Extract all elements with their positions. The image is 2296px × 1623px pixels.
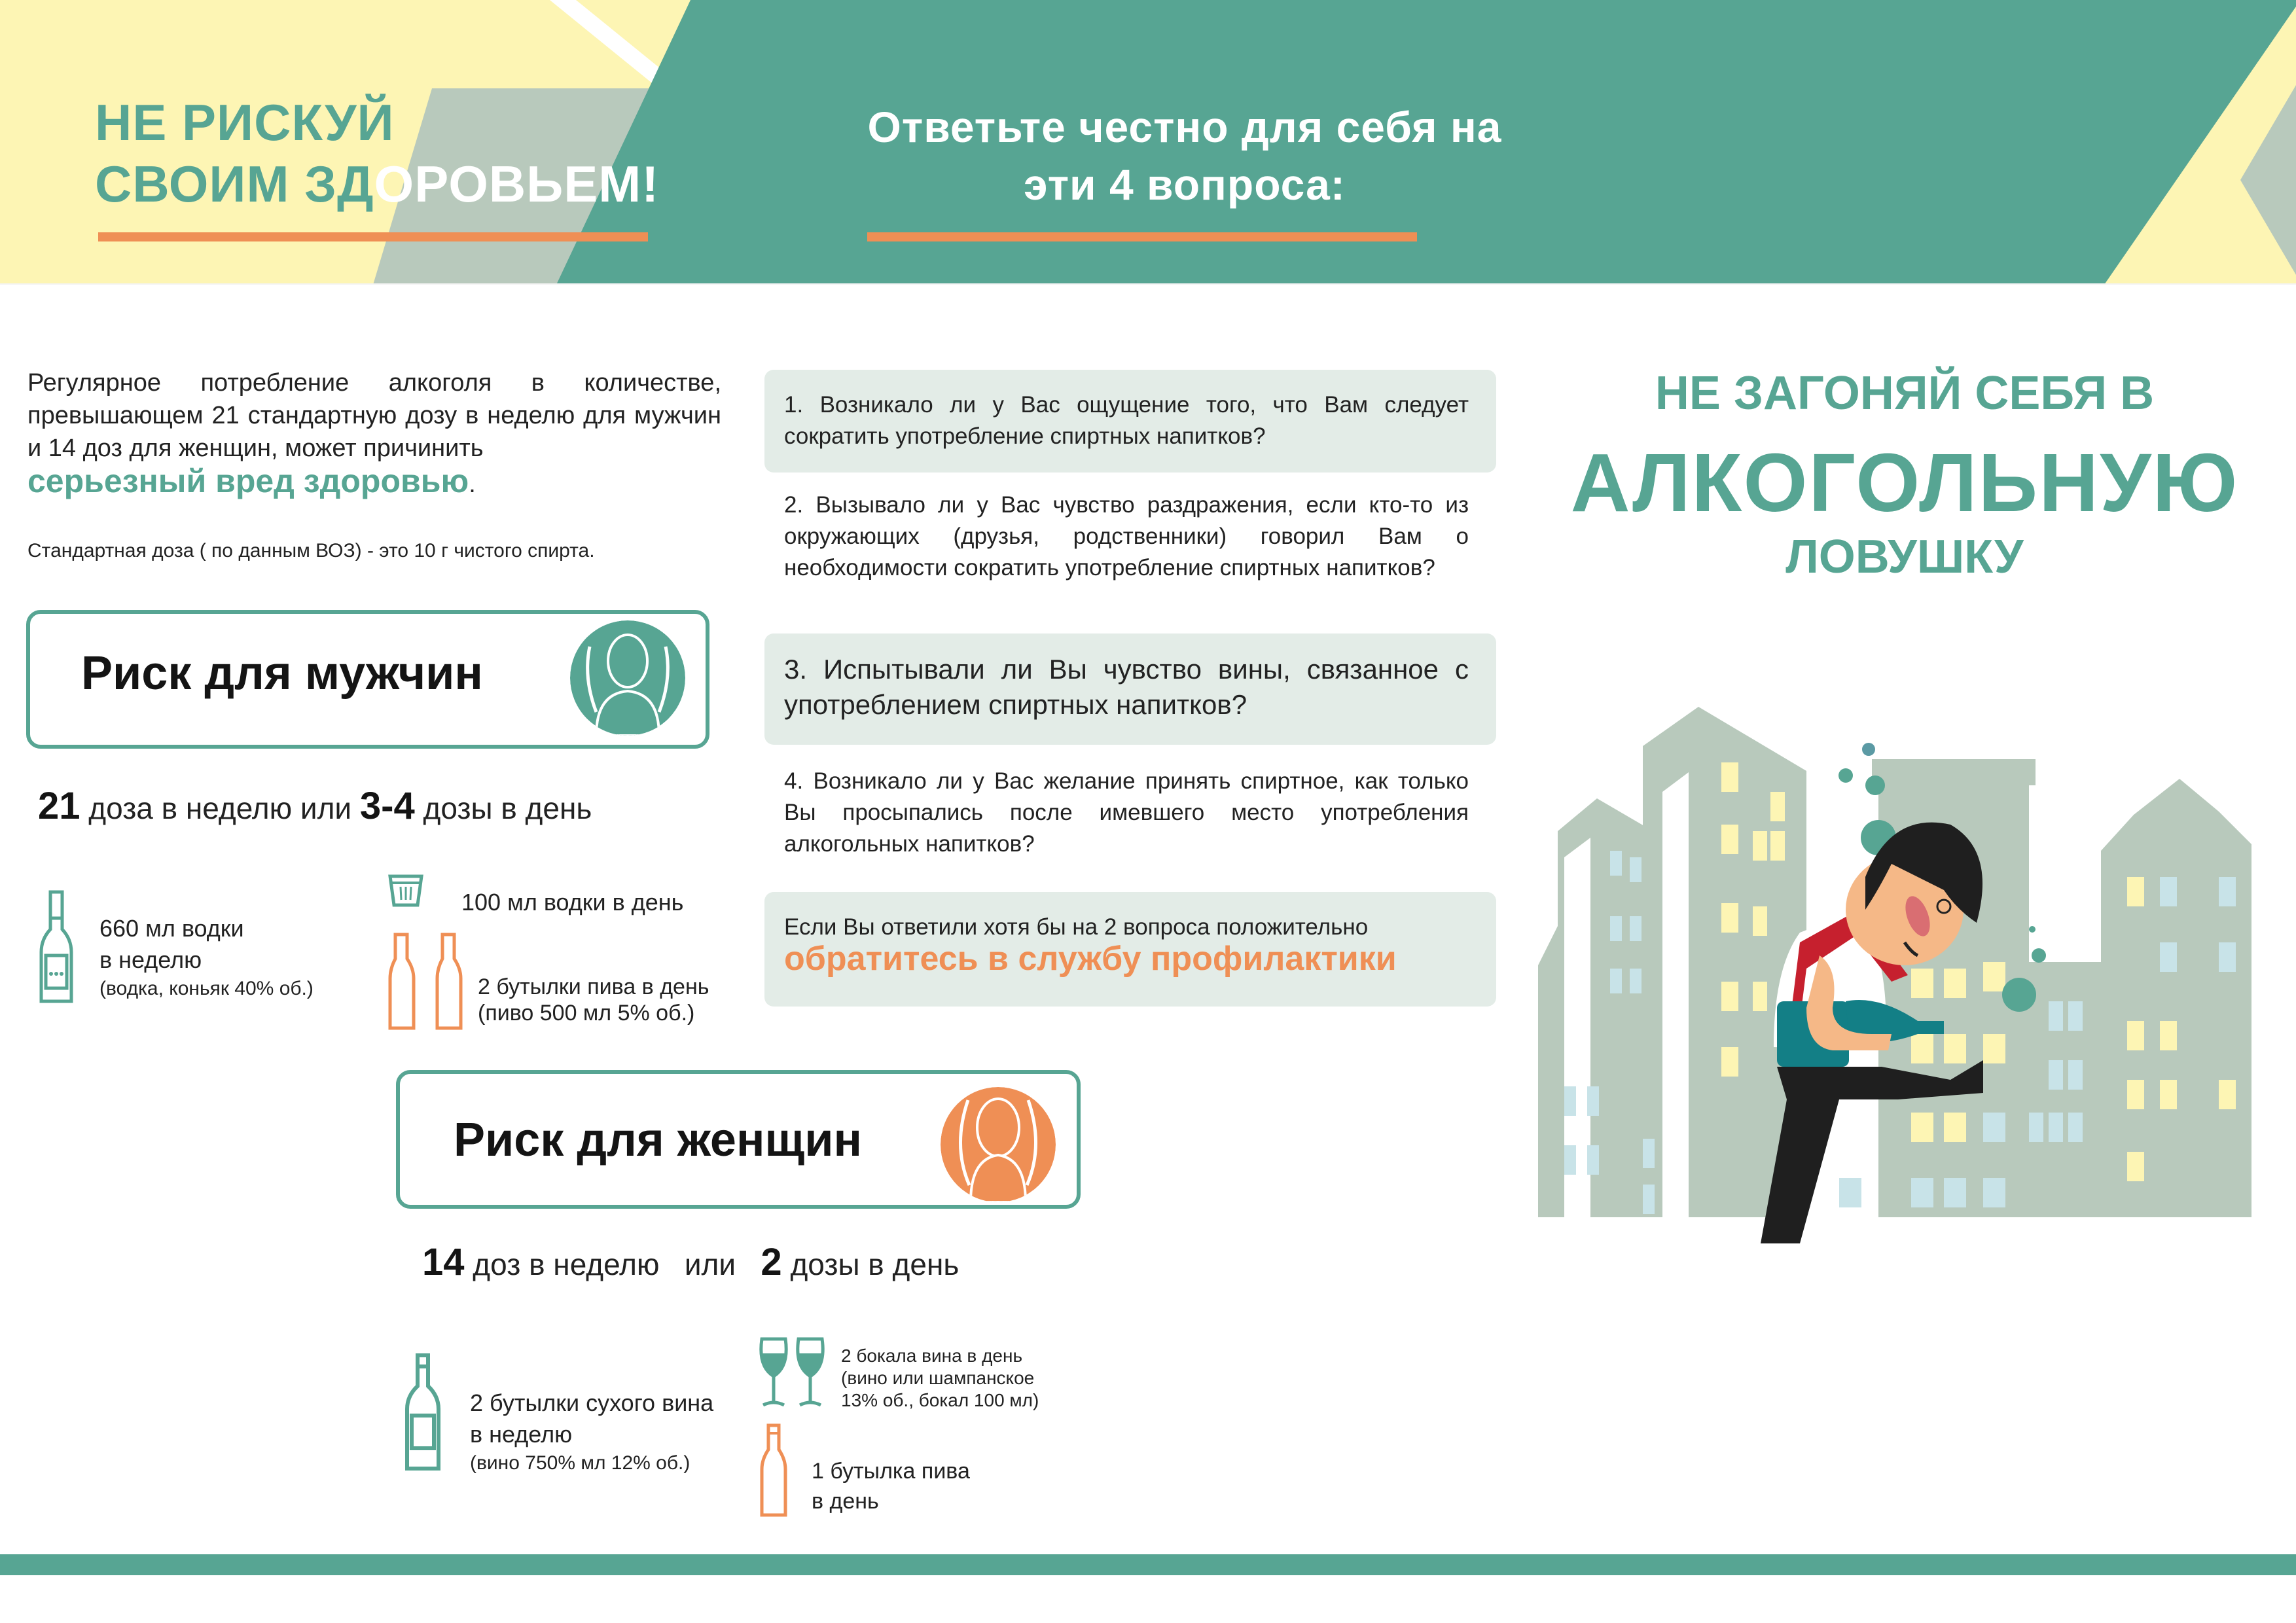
question-3: 3. Испытывали ли Вы чувство вины, связанное с употреблением спиртных напитков? <box>764 633 1496 745</box>
slogan-line-2 <box>95 153 659 215</box>
item-line: 2 бутылки пива в день <box>478 974 709 999</box>
item-line: 2 бокала вина в день <box>841 1346 1023 1366</box>
men-risk-title: Риск для мужчин <box>81 647 483 700</box>
wine-glasses-icon <box>758 1337 830 1409</box>
trap-headline-line-3: ЛОВУШКУ <box>1785 531 2024 583</box>
questions-heading-line-1: Ответьте честно для себя на <box>867 103 1502 151</box>
question-1: 1. Возникало ли у Вас ощущение того, что Вам следует сократить употребление спиртных напитков? <box>764 370 1496 473</box>
questions-heading <box>792 98 1577 213</box>
item-line: в день <box>812 1489 879 1514</box>
intro-end: . <box>469 471 476 498</box>
man-silhouette-icon <box>570 620 685 736</box>
slogan-line-2b: ОРОВЬЕМ! <box>374 155 660 213</box>
standard-dose-note: Стандартная доза ( по данным ВОЗ) - это 10 г чистого спирта. <box>27 540 595 562</box>
women-dose-summary <box>422 1240 959 1284</box>
women-dose-text-a: доз в неделю или <box>464 1247 761 1281</box>
women-risk-box <box>396 1070 1081 1209</box>
trap-headline-line-2: АЛКОГОЛЬНУЮ <box>1570 437 2239 529</box>
women-item-wine-glasses <box>841 1345 1039 1412</box>
trap-headline-line-1: НЕ ЗАГОНЯЙ СЕБЯ В <box>1655 367 2155 419</box>
questions-heading-line-2: эти 4 вопроса: <box>1024 160 1346 209</box>
intro-highlight: серьезный вред здоровью <box>27 463 469 499</box>
cta-panel <box>764 892 1496 1007</box>
item-line: 2 бутылки сухого вина <box>470 1389 714 1416</box>
shot-glass-icon <box>387 874 424 908</box>
women-item-wine-bottle <box>470 1387 713 1476</box>
item-note: (вино 750% мл 12% об.) <box>470 1452 691 1474</box>
men-dose-summary <box>38 784 592 828</box>
drunk-man-city-illustration <box>1525 694 2251 1257</box>
men-dose-text-a: доза в неделю или <box>80 791 360 825</box>
women-weekly-doses: 14 <box>422 1241 465 1283</box>
item-line: (вино или шампанское <box>841 1368 1035 1388</box>
question-4: 4. Возникало ли у Вас желание принять спиртное, как только Вы просыпались после имевшего место употребления алкогольных напитков? <box>784 768 1469 857</box>
item-line: 660 мл водки <box>99 915 244 942</box>
men-dose-text-b: дозы в день <box>414 791 592 825</box>
header-banner <box>0 0 2296 285</box>
men-item-vodka-daily: 100 мл водки в день <box>461 889 684 916</box>
intro-text: Регулярное потребление алкоголя в количестве, превышающем 21 стандартную дозу в неделю для мужчин и 14 доз для женщин, может причинить <box>27 369 721 462</box>
women-item-beer <box>812 1456 970 1516</box>
header-slogan <box>95 92 659 215</box>
women-daily-doses: 2 <box>761 1241 782 1283</box>
item-line: в неделю <box>470 1421 573 1448</box>
slogan-line-2a: СВОИМ ЗД <box>95 155 374 213</box>
intro-paragraph <box>27 366 721 501</box>
item-note: 13% об., бокал 100 мл) <box>841 1390 1039 1410</box>
men-item-vodka-weekly <box>99 913 314 1002</box>
item-note: (водка, коньяк 40% об.) <box>99 978 314 999</box>
men-weekly-doses: 21 <box>38 785 81 827</box>
vodka-bottle-icon <box>39 890 73 1005</box>
item-line: 1 бутылка пива <box>812 1459 970 1484</box>
item-line: в неделю <box>99 946 202 973</box>
slogan-line-1: НЕ РИСКУЙ <box>95 94 395 151</box>
men-item-beer <box>478 974 709 1026</box>
questions-heading-underline <box>867 232 1417 241</box>
item-note: (пиво 500 мл 5% об.) <box>478 1001 695 1026</box>
footer-band <box>0 1554 2296 1575</box>
woman-silhouette-icon <box>941 1087 1056 1202</box>
question-2: 2. Вызывало ли у Вас чувство раздражения, если кто-то из окружающих (друзья, родственники) говорил Вам о необходимости сократить употребление спиртных напитков? <box>784 492 1469 580</box>
beer-bottles-icon <box>387 933 469 1031</box>
women-risk-title: Риск для женщин <box>454 1114 862 1166</box>
men-daily-doses: 3-4 <box>359 785 415 827</box>
women-dose-text-b: дозы в день <box>781 1247 960 1281</box>
wine-bottle-icon <box>404 1353 441 1471</box>
cta-text: Если Вы ответили хотя бы на 2 вопроса положительно <box>784 914 1369 940</box>
men-risk-box <box>26 610 709 749</box>
slogan-underline <box>98 232 648 241</box>
beer-bottle-icon <box>759 1423 789 1518</box>
cta-action[interactable]: обратитесь в службу профилактики <box>784 940 1397 978</box>
